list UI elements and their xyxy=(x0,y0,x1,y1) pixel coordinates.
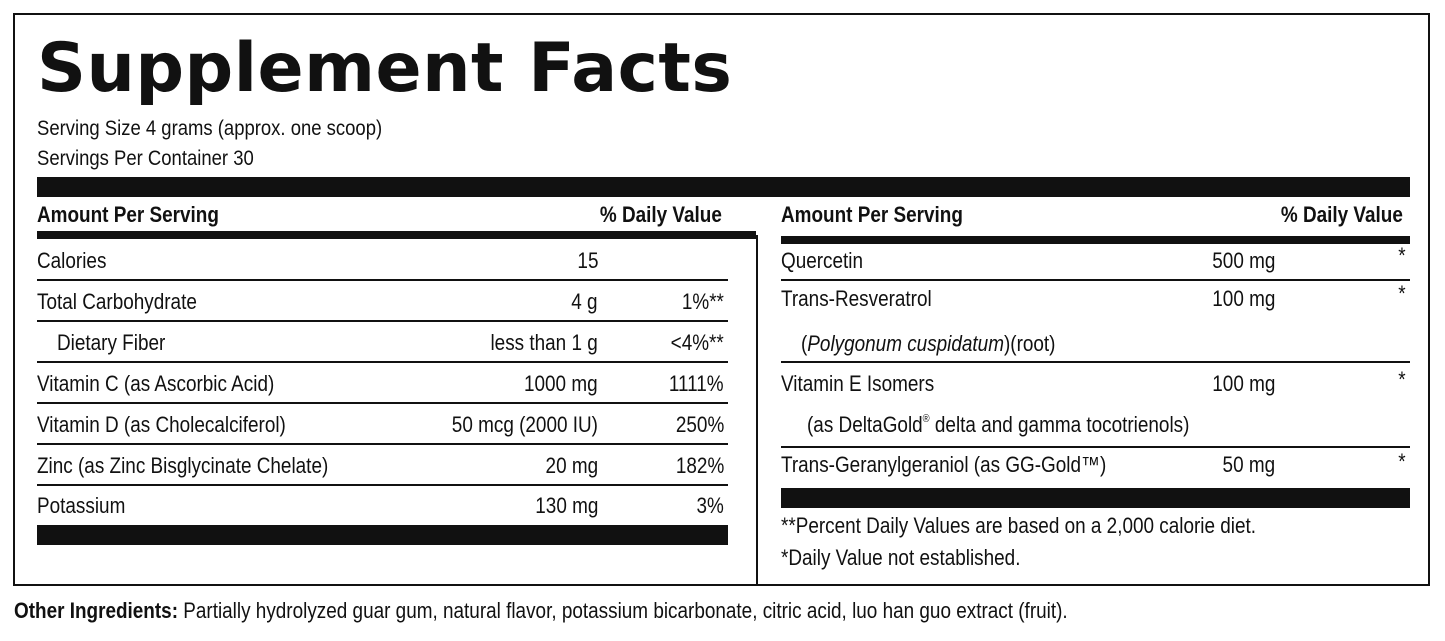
registered-mark: ® xyxy=(922,413,930,425)
row-amount: less than 1 g xyxy=(490,330,598,355)
row-dv: 182% xyxy=(675,453,724,478)
row-amount: 100 mg xyxy=(1211,371,1275,396)
row-amount: 50 mg xyxy=(1222,452,1275,477)
row-name: Dietary Fiber xyxy=(57,330,166,355)
row-dv: * xyxy=(1398,281,1406,306)
column-divider xyxy=(756,235,758,586)
row-dv: * xyxy=(1398,449,1406,474)
row-name: Total Carbohydrate xyxy=(37,289,197,314)
row-amount: 20 mg xyxy=(545,453,598,478)
serving-size: Serving Size 4 grams (approx. one scoop) xyxy=(37,117,383,140)
footnote-percent-dv: **Percent Daily Values are based on a 2,000 calorie diet. xyxy=(781,513,1257,538)
other-ingredients-label: Other Ingredients: xyxy=(14,598,178,623)
servings-per-container: Servings Per Container 30 xyxy=(37,147,254,170)
left-bottom-thick-rule xyxy=(37,525,728,545)
right-header-rule xyxy=(781,236,1410,244)
row-name: Calories xyxy=(37,248,107,273)
row-dv: 250% xyxy=(675,412,724,437)
row-divider xyxy=(781,446,1410,448)
row-name: Trans-Resveratrol xyxy=(781,286,932,311)
right-header-amount: Amount Per Serving xyxy=(781,202,963,227)
row-name: Vitamin D (as Cholecalciferol) xyxy=(37,412,286,437)
row-amount: 4 g xyxy=(571,289,598,314)
row-name: Potassium xyxy=(37,493,126,518)
row-dv: 3% xyxy=(696,493,724,518)
right-bottom-thick-rule xyxy=(781,488,1410,508)
row-name: Trans-Geranylgeraniol (as GG-Gold™) xyxy=(781,452,1107,477)
other-ingredients xyxy=(14,598,1068,624)
left-header-amount: Amount Per Serving xyxy=(37,202,219,227)
row-name: Zinc (as Zinc Bisglycinate Chelate) xyxy=(37,453,329,478)
row-name: Vitamin C (as Ascorbic Acid) xyxy=(37,371,275,396)
row-divider xyxy=(37,443,728,445)
row-divider xyxy=(37,279,728,281)
row-divider xyxy=(781,279,1410,281)
species-name: Polygonum cuspidatum xyxy=(807,331,1004,356)
row-dv: * xyxy=(1398,367,1406,392)
supplement-facts-panel xyxy=(13,13,1430,586)
row-divider xyxy=(37,484,728,486)
footnote-dv-not-established: *Daily Value not established. xyxy=(781,545,1021,570)
row-dv: * xyxy=(1398,243,1406,268)
row-amount: 15 xyxy=(576,248,598,273)
row-amount: 1000 mg xyxy=(524,371,598,396)
row-name: Quercetin xyxy=(781,248,864,273)
row-divider xyxy=(781,361,1410,363)
row-dv: 1%** xyxy=(681,289,724,314)
row-dv: 1111% xyxy=(669,371,724,396)
panel-title: Supplement Facts xyxy=(37,29,733,108)
row-dv: <4%** xyxy=(670,330,724,355)
row-divider xyxy=(37,402,728,404)
row-amount: 130 mg xyxy=(534,493,598,518)
row-divider xyxy=(37,320,728,322)
row-amount: 500 mg xyxy=(1211,248,1275,273)
other-ingredients-text: Partially hydrolyzed guar gum, natural flavor, potassium bicarbonate, citric acid, luo han guo extract (fruit). xyxy=(177,598,1068,623)
row-sub-source: (Polygonum cuspidatum)(root) xyxy=(801,331,1056,356)
right-header-dv: % Daily Value xyxy=(1281,202,1403,227)
row-name: Vitamin E Isomers xyxy=(781,371,935,396)
row-sub-source: (as DeltaGold® delta and gamma tocotrienols) xyxy=(807,412,1190,437)
row-amount: 50 mcg (2000 IU) xyxy=(451,412,598,437)
plant-part: (root) xyxy=(1010,331,1056,356)
row-amount: 100 mg xyxy=(1211,286,1275,311)
row-divider xyxy=(37,361,728,363)
top-thick-rule xyxy=(37,177,1410,197)
left-header-rule xyxy=(37,231,756,239)
left-header-dv: % Daily Value xyxy=(600,202,722,227)
